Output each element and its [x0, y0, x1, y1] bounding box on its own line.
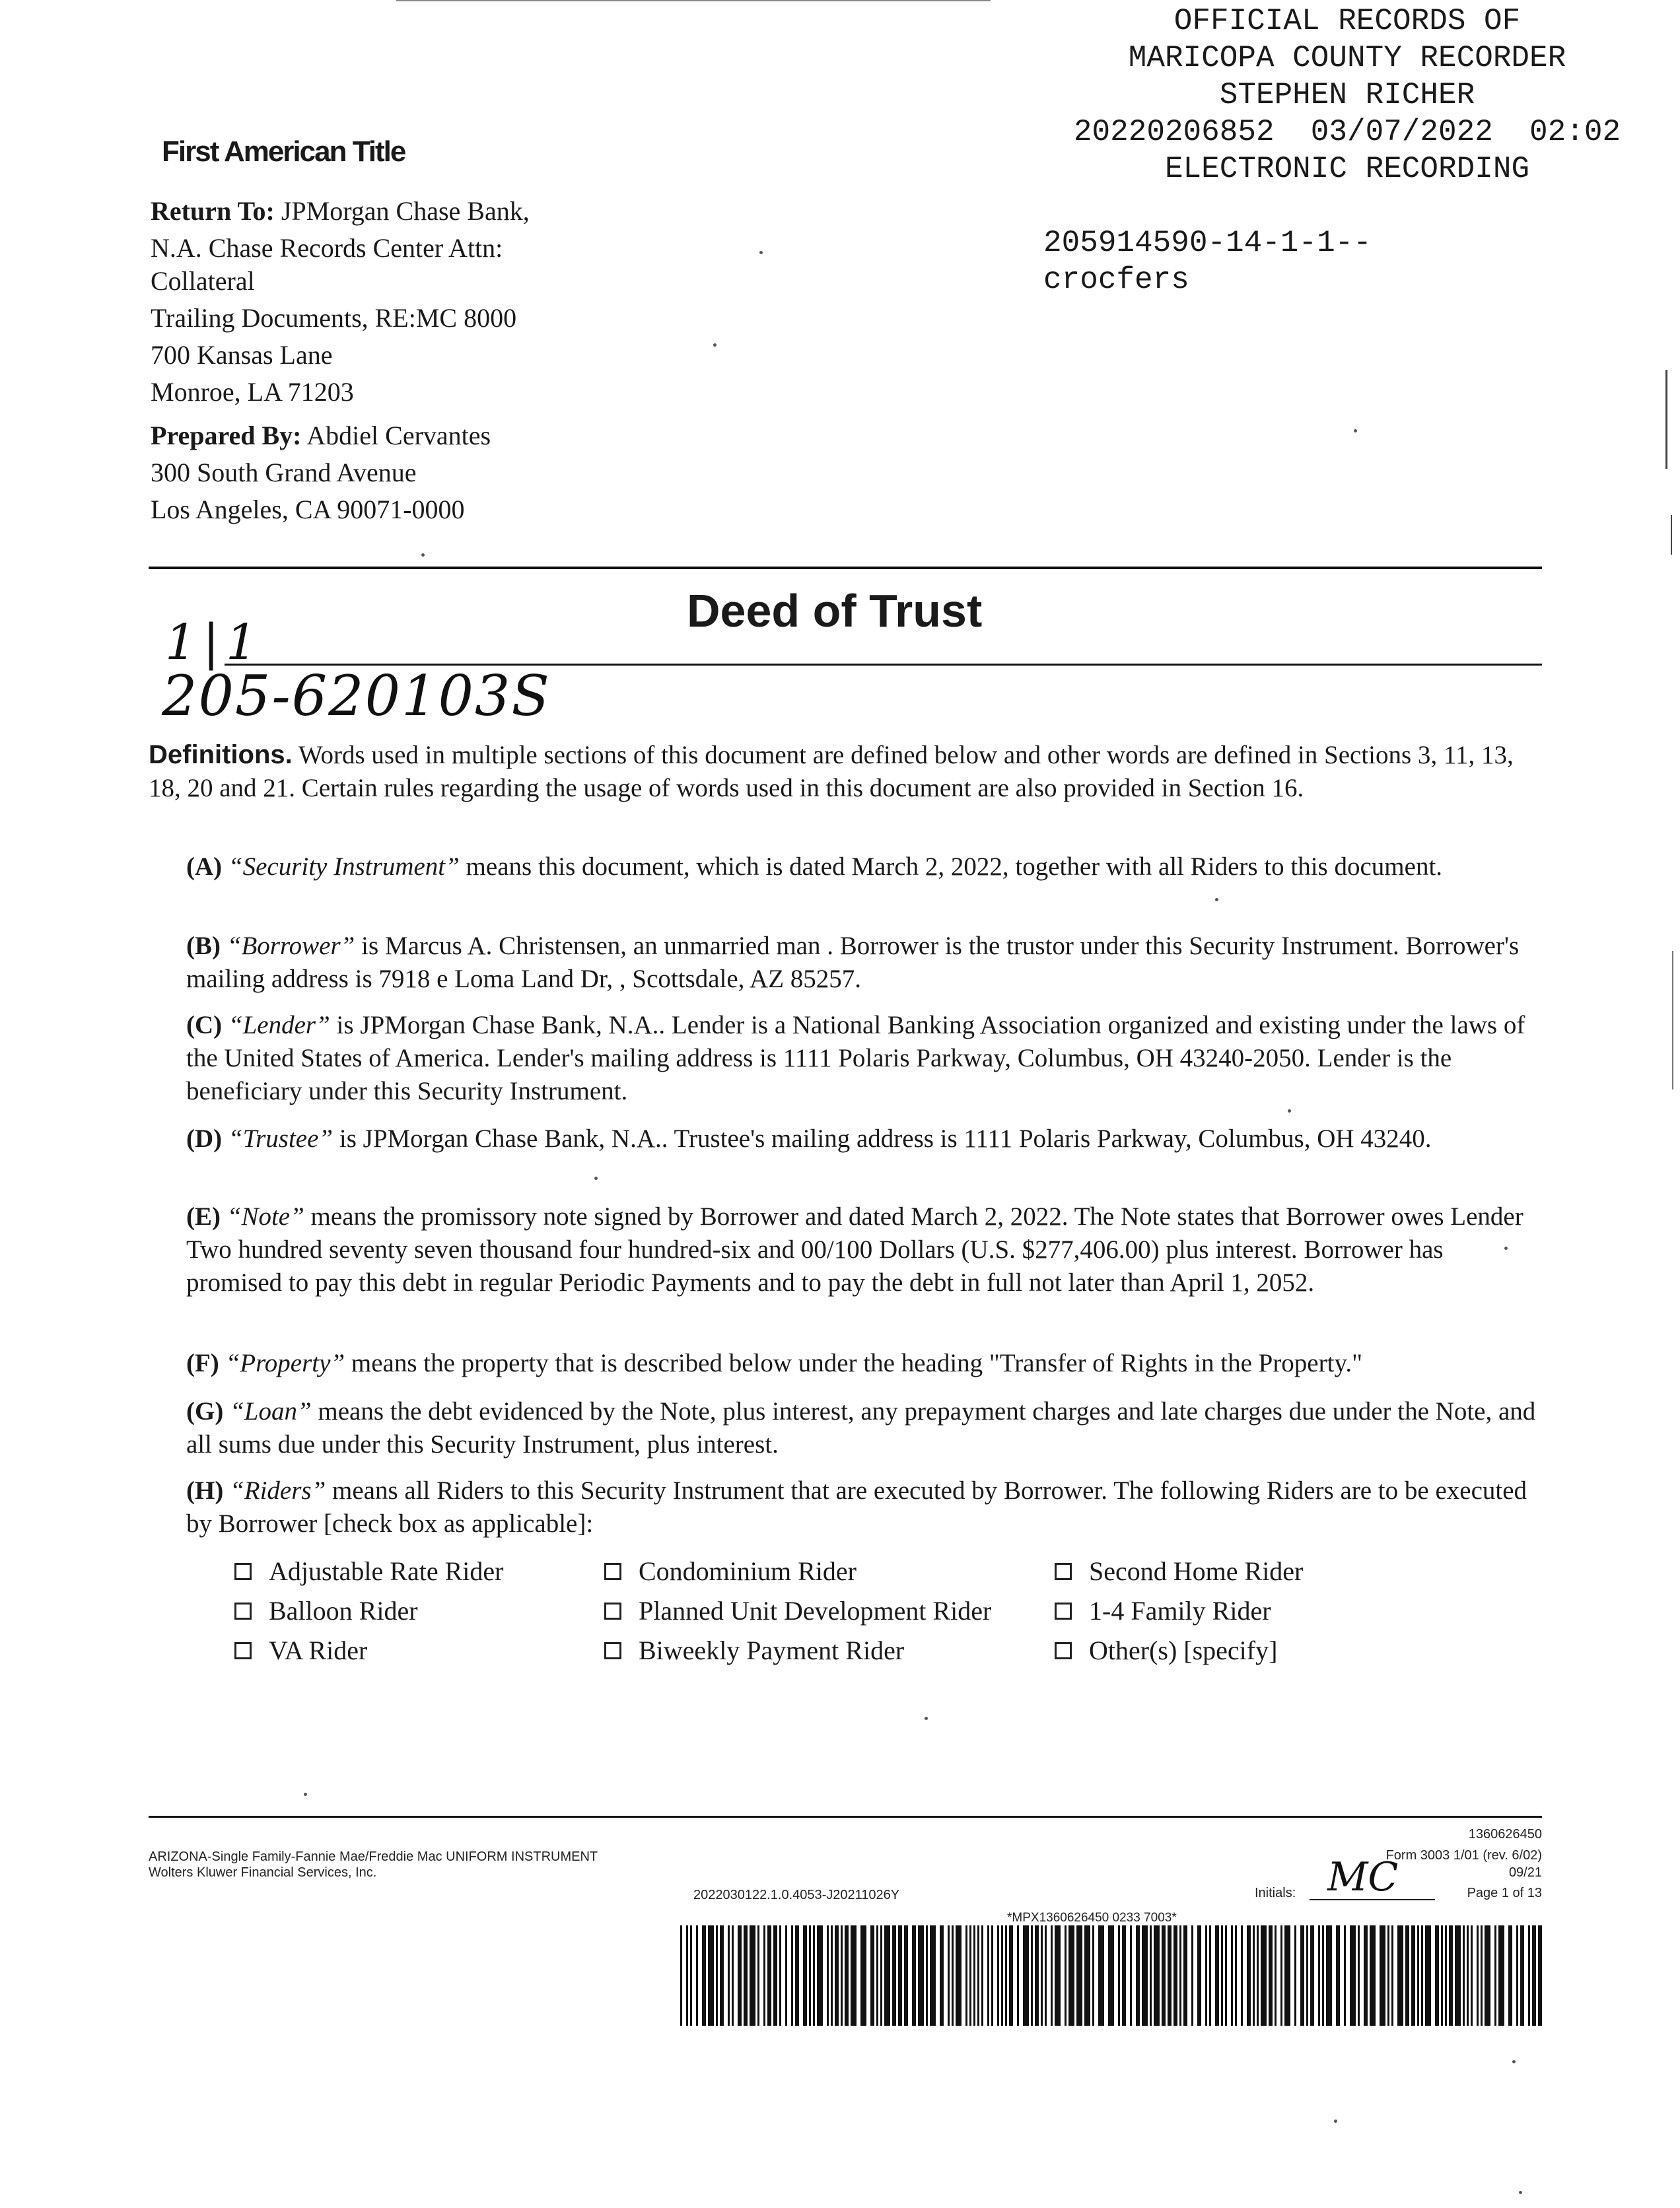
checkbox[interactable]	[234, 1563, 252, 1580]
rider-label: Other(s) [specify]	[1089, 1636, 1278, 1665]
rider-option[interactable]	[604, 1595, 991, 1626]
barcode-bar	[1494, 1925, 1496, 2026]
address-line: 700 Kansas Lane	[151, 340, 333, 370]
barcode-bar	[1350, 1925, 1356, 2026]
barcode-bar	[997, 1925, 999, 2026]
barcode-bar	[1197, 1925, 1201, 2026]
barcode-bar	[1005, 1925, 1007, 2026]
barcode-bar	[904, 1925, 908, 2026]
document-code: 2022030122.1.0.4053-J20211026Y	[693, 1888, 900, 1902]
barcode-bar	[1130, 1925, 1132, 2026]
barcode-bar	[1275, 1925, 1277, 2026]
barcode-bar	[926, 1925, 928, 2026]
recorder-line: STEPHEN RICHER	[1219, 78, 1475, 112]
barcode-bar	[1154, 1925, 1160, 2026]
definition-paragraph	[186, 1200, 1540, 1299]
paragraph-key: (C)	[186, 1011, 223, 1039]
borrower-initials: MC	[1327, 1854, 1399, 1900]
barcode-bar	[716, 1925, 718, 2026]
recorder-line: ELECTRONIC RECORDING	[1164, 152, 1530, 186]
barcode-bar	[1122, 1925, 1126, 2026]
paragraph-key: (A)	[186, 852, 223, 881]
paragraph-key: (D)	[186, 1124, 223, 1153]
barcode-bar	[1326, 1925, 1332, 2026]
barcode-bar	[757, 1925, 759, 2026]
barcode-bar	[1035, 1925, 1039, 2026]
barcode-bar	[686, 1925, 688, 2026]
recorder-stamp	[1030, 3, 1664, 188]
definitions-heading: Definitions.	[149, 740, 293, 769]
publisher: Wolters Kluwer Financial Services, Inc.	[149, 1865, 377, 1880]
barcode-bar	[750, 1925, 755, 2026]
barcode-bar	[1417, 1925, 1419, 2026]
recording-number: 20220206852 03/07/2022 02:02	[1073, 115, 1621, 149]
rider-option[interactable]	[1055, 1595, 1271, 1626]
definitions-intro	[149, 738, 1542, 805]
barcode-bar	[1261, 1925, 1267, 2026]
barcode-bar	[1455, 1925, 1461, 2026]
recorder-line: OFFICIAL RECORDS OF	[1173, 4, 1521, 38]
barcode-bar	[720, 1925, 724, 2026]
defined-term: “Borrower”	[227, 932, 355, 960]
paragraph-key: (F)	[186, 1349, 219, 1377]
barcode	[680, 1925, 1542, 2026]
scan-mark	[1672, 951, 1673, 1089]
barcode-bar	[1336, 1925, 1340, 2026]
paragraph-key: (B)	[186, 932, 221, 960]
paragraph-key: (H)	[186, 1476, 224, 1505]
barcode-bar	[1142, 1925, 1148, 2026]
barcode-bar	[1231, 1925, 1233, 2026]
barcode-bar	[1445, 1925, 1447, 2026]
barcode-text: *MPX1360626450 0233 7003*	[1007, 1911, 1177, 1925]
barcode-bar	[1387, 1925, 1389, 2026]
divider	[149, 567, 1542, 569]
barcode-bar	[1318, 1925, 1320, 2026]
defined-term: “Security Instrument”	[228, 852, 460, 881]
barcode-bar	[1183, 1925, 1187, 2026]
barcode-bar	[1136, 1925, 1140, 2026]
barcode-bar	[892, 1925, 896, 2026]
barcode-bar	[940, 1925, 944, 2026]
definition-paragraph	[186, 850, 1540, 883]
barcode-bar	[1065, 1925, 1067, 2026]
defined-term: “Trustee”	[228, 1124, 333, 1153]
barcode-bar	[1421, 1925, 1423, 2026]
definition-paragraph	[186, 930, 1540, 996]
barcode-bar	[728, 1925, 730, 2026]
return-to-block	[151, 193, 530, 411]
barcode-bar	[791, 1925, 793, 2026]
paragraph-key: (E)	[186, 1202, 221, 1231]
barcode-bar	[1118, 1925, 1120, 2026]
barcode-bar	[981, 1925, 983, 2026]
barcode-bar	[1441, 1925, 1443, 2026]
company-logo: First American Title	[162, 135, 405, 168]
barcode-bar	[803, 1925, 807, 2026]
barcode-bar	[744, 1925, 748, 2026]
barcode-bar	[1411, 1925, 1415, 2026]
defined-term: “Lender”	[228, 1011, 330, 1039]
barcode-bar	[884, 1925, 890, 2026]
barcode-bar	[1269, 1925, 1273, 2026]
definition-paragraph	[186, 1395, 1540, 1461]
barcode-bar	[1364, 1925, 1368, 2026]
rider-label: 1-4 Family Rider	[1089, 1596, 1271, 1626]
rider-label: Biweekly Payment Rider	[639, 1636, 905, 1665]
barcode-bar	[1076, 1925, 1082, 2026]
barcode-bar	[1322, 1925, 1324, 2026]
barcode-bar	[809, 1925, 811, 2026]
checkbox[interactable]	[604, 1563, 621, 1580]
barcode-bar	[1257, 1925, 1259, 2026]
barcode-bar	[1247, 1925, 1251, 2026]
barcode-bar	[898, 1925, 902, 2026]
recorder-line: MARICOPA COUNTY RECORDER	[1128, 41, 1566, 75]
barcode-bar	[851, 1925, 857, 2026]
checkbox[interactable]	[1055, 1563, 1072, 1580]
paragraph-text: means this document, which is dated March 2, 2022, together with all Riders to this document.	[459, 852, 1443, 881]
barcode-bar	[1205, 1925, 1207, 2026]
paragraph-text: is Marcus A. Christensen, an unmarried man . Borrower is the trustor under this Security Instrument. Borrower's mailing address is 7918 e Loma Land Dr, , Scottsdale, AZ 85257.	[186, 932, 1520, 993]
barcode-bar	[1306, 1925, 1308, 2026]
barcode-bar	[708, 1925, 714, 2026]
barcode-bar	[738, 1925, 742, 2026]
address-line: N.A. Chase Records Center Attn:	[151, 233, 503, 263]
barcode-bar	[1528, 1925, 1530, 2026]
barcode-bar	[1532, 1925, 1536, 2026]
barcode-bar	[1344, 1925, 1346, 2026]
barcode-bar	[912, 1925, 916, 2026]
recording-id-line: crocfers	[1043, 263, 1189, 297]
prepared-by-label: Prepared By:	[151, 421, 302, 450]
barcode-bar	[977, 1925, 979, 2026]
recording-id-line: 205914590-14-1-1--	[1043, 226, 1372, 260]
definition-paragraph	[186, 1122, 1540, 1156]
initials-label: Initials:	[1255, 1886, 1296, 1900]
definition-paragraph	[186, 1347, 1540, 1380]
barcode-bar	[1498, 1925, 1504, 2026]
paragraph-text: means the property that is described below under the heading "Transfer of Rights in the Property."	[345, 1349, 1363, 1377]
barcode-bar	[773, 1925, 777, 2026]
form-title: ARIZONA-Single Family-Fannie Mae/Freddie Mac UNIFORM INSTRUMENT	[149, 1849, 598, 1864]
barcode-bar	[860, 1925, 866, 2026]
barcode-bar	[1179, 1925, 1181, 2026]
barcode-bar	[952, 1925, 954, 2026]
paragraph-text: is JPMorgan Chase Bank, N.A.. Trustee's mailing address is 1111 Polaris Parkway, Columbus, OH 43240.	[333, 1124, 1432, 1153]
loan-number: 1360626450	[1468, 1827, 1542, 1842]
address-line: 300 South Grand Avenue	[151, 458, 417, 487]
definition-paragraph	[186, 1474, 1540, 1540]
rider-label: Condominium Rider	[639, 1556, 857, 1586]
defined-term: “Note”	[227, 1202, 304, 1231]
barcode-bar	[1477, 1925, 1479, 2026]
barcode-bar	[831, 1925, 833, 2026]
barcode-bar	[1150, 1925, 1152, 2026]
scan-mark	[1671, 515, 1672, 555]
address-line: Monroe, LA 71203	[151, 377, 354, 407]
barcode-bar	[841, 1925, 843, 2026]
checkbox[interactable]	[234, 1603, 252, 1620]
definition-paragraph	[186, 1009, 1540, 1108]
address-line: Los Angeles, CA 90071-0000	[151, 495, 465, 524]
barcode-bar	[880, 1925, 882, 2026]
barcode-bar	[1215, 1925, 1219, 2026]
checkbox[interactable]	[604, 1603, 621, 1620]
rider-label: Balloon Rider	[269, 1596, 418, 1626]
rider-label: Second Home Rider	[1089, 1556, 1304, 1586]
barcode-bar	[1471, 1925, 1473, 2026]
barcode-bar	[795, 1925, 799, 2026]
scan-mark	[396, 0, 991, 1]
barcode-bar	[870, 1925, 874, 2026]
barcode-bar	[1467, 1925, 1469, 2026]
address-line: JPMorgan Chase Bank,	[281, 196, 530, 226]
checkbox[interactable]	[1055, 1642, 1072, 1659]
barcode-bar	[1221, 1925, 1223, 2026]
barcode-bar	[1520, 1925, 1524, 2026]
barcode-bar	[1425, 1925, 1431, 2026]
defined-term: “Loan”	[230, 1397, 312, 1426]
barcode-bar	[930, 1925, 936, 2026]
barcode-bar	[1023, 1925, 1029, 2026]
definitions-text: Words used in multiple sections of this document are defined below and other words are defined in Sections 3, 11, 13, 18, 20 and 21. Certain rules regarding the usage of words used in this document are also provided in Section 16.	[149, 741, 1514, 802]
barcode-bar	[876, 1925, 878, 2026]
barcode-bar	[1241, 1925, 1243, 2026]
barcode-bar	[1463, 1925, 1465, 2026]
paragraph-key: (G)	[186, 1397, 224, 1426]
barcode-bar	[956, 1925, 962, 2026]
barcode-bar	[1538, 1925, 1542, 2026]
barcode-bar	[1397, 1925, 1403, 2026]
barcode-bar	[702, 1925, 706, 2026]
barcode-bar	[817, 1925, 823, 2026]
barcode-bar	[696, 1925, 698, 2026]
barcode-bar	[1449, 1925, 1453, 2026]
barcode-bar	[973, 1925, 975, 2026]
scan-mark	[1665, 370, 1667, 469]
checkbox[interactable]	[234, 1642, 252, 1659]
footer-divider	[149, 1816, 1542, 1818]
barcode-bar	[732, 1925, 734, 2026]
barcode-bar	[1391, 1925, 1393, 2026]
barcode-bar	[991, 1925, 993, 2026]
barcode-bar	[1191, 1925, 1193, 2026]
rider-label: Planned Unit Development Rider	[639, 1596, 992, 1626]
return-to-label: Return To:	[151, 196, 275, 226]
barcode-bar	[1485, 1925, 1490, 2026]
barcode-bar	[1225, 1925, 1227, 2026]
barcode-bar	[918, 1925, 924, 2026]
barcode-bar	[1041, 1925, 1043, 2026]
barcode-bar	[1358, 1925, 1360, 2026]
barcode-bar	[1481, 1925, 1483, 2026]
barcode-bar	[969, 1925, 971, 2026]
document-title: Deed of Trust	[687, 585, 983, 637]
barcode-bar	[1284, 1925, 1290, 2026]
barcode-bar	[1168, 1925, 1172, 2026]
rider-option[interactable]	[234, 1595, 418, 1626]
rider-option[interactable]	[1055, 1635, 1277, 1666]
barcode-bar	[1435, 1925, 1439, 2026]
barcode-bar	[1001, 1925, 1003, 2026]
barcode-bar	[1173, 1925, 1177, 2026]
barcode-bar	[1516, 1925, 1518, 2026]
barcode-bar	[845, 1925, 849, 2026]
barcode-bar	[763, 1925, 765, 2026]
barcode-bar	[1235, 1925, 1237, 2026]
address-line: Collateral	[151, 266, 255, 296]
paragraph-text: means the promissory note signed by Borrower and dated March 2, 2022. The Note states that Borrower owes Lender Two hundred seventy seven thousand four hundred-six and 00/100 Dollars (U.S. $277,406.00) plus interest. Borrower has promised to pay this debt in regular Periodic Payments and to pay the debt in full not later than April 1, 2052.	[186, 1202, 1523, 1297]
barcode-bar	[1051, 1925, 1053, 2026]
barcode-bar	[680, 1925, 682, 2026]
paragraph-text: is JPMorgan Chase Bank, N.A.. Lender is a National Banking Association organized and existing under the laws of the United States of America. Lender's mailing address is 1111 Polaris Parkway, Columbus, OH 43240-2050. Lender is the beneficiary under this Security Instrument.	[186, 1011, 1525, 1105]
barcode-bar	[835, 1925, 839, 2026]
barcode-bar	[1068, 1925, 1074, 2026]
form-number: Form 3003 1/01 (rev. 6/02)	[1385, 1848, 1542, 1863]
recording-id	[1043, 224, 1372, 298]
barcode-bar	[1162, 1925, 1166, 2026]
defined-term: “Riders”	[230, 1476, 326, 1505]
checkbox[interactable]	[1055, 1603, 1072, 1620]
address-line: Abdiel Cervantes	[306, 421, 491, 450]
paragraph-text: means the debt evidenced by the Note, plus interest, any prepayment charges and late charges due under the Note, and all sums due under this Security Instrument, plus interest.	[186, 1397, 1536, 1459]
barcode-bar	[1084, 1925, 1090, 2026]
barcode-bar	[813, 1925, 815, 2026]
barcode-bar	[1031, 1925, 1033, 2026]
barcode-bar	[1209, 1925, 1211, 2026]
barcode-bar	[827, 1925, 829, 2026]
barcode-bar	[785, 1925, 787, 2026]
barcode-bar	[987, 1925, 989, 2026]
handwritten-mark: 1|1	[165, 614, 264, 671]
checkbox[interactable]	[604, 1642, 621, 1659]
rider-option[interactable]	[1055, 1556, 1303, 1587]
barcode-bar	[1508, 1925, 1512, 2026]
barcode-bar	[1108, 1925, 1114, 2026]
barcode-bar	[1310, 1925, 1314, 2026]
defined-term: “Property”	[225, 1349, 345, 1377]
rider-option[interactable]	[234, 1556, 503, 1587]
barcode-bar	[1017, 1925, 1019, 2026]
barcode-bar	[1055, 1925, 1061, 2026]
rider-option[interactable]	[604, 1556, 857, 1587]
barcode-bar	[1253, 1925, 1255, 2026]
handwritten-file-number: 205-620103S	[162, 664, 551, 728]
rider-label: VA Rider	[269, 1636, 368, 1665]
barcode-bar	[1294, 1925, 1296, 2026]
prepared-by-block	[151, 417, 491, 528]
barcode-bar	[965, 1925, 967, 2026]
form-revision: 09/21	[1508, 1865, 1542, 1880]
rider-option[interactable]	[234, 1635, 367, 1666]
rider-option[interactable]	[604, 1635, 904, 1666]
barcode-bar	[1370, 1925, 1376, 2026]
barcode-bar	[767, 1925, 771, 2026]
barcode-bar	[1092, 1925, 1094, 2026]
page-number: Page 1 of 13	[1467, 1886, 1542, 1900]
barcode-bar	[1380, 1925, 1385, 2026]
paragraph-text: means all Riders to this Security Instrument that are executed by Borrower. The following Riders are to be executed by Borrower [check box as applicable]:	[186, 1476, 1527, 1538]
rider-label: Adjustable Rate Rider	[269, 1556, 504, 1586]
barcode-bar	[1280, 1925, 1282, 2026]
barcode-bar	[1405, 1925, 1409, 2026]
barcode-bar	[779, 1925, 781, 2026]
barcode-bar	[1098, 1925, 1104, 2026]
barcode-bar	[1300, 1925, 1304, 2026]
barcode-bar	[1045, 1925, 1047, 2026]
barcode-bar	[948, 1925, 950, 2026]
address-line: Trailing Documents, RE:MC 8000	[151, 303, 517, 333]
barcode-bar	[1009, 1925, 1013, 2026]
barcode-bar	[690, 1925, 692, 2026]
